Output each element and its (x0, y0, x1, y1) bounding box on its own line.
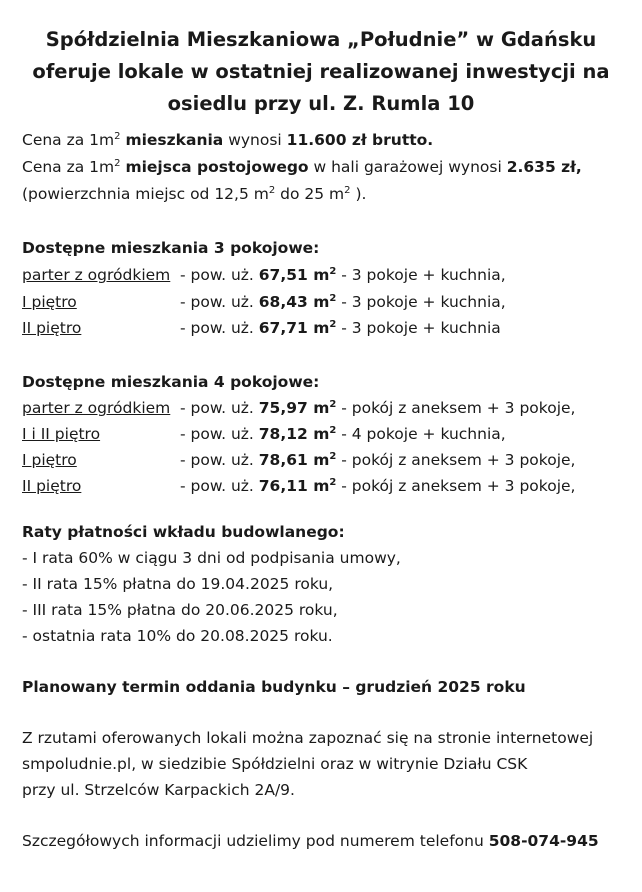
three-room-heading: Dostępne mieszkania 3 pokojowe: (22, 239, 320, 257)
four-room-heading: Dostępne mieszkania 4 pokojowe: (22, 373, 320, 391)
parking-price-value: 2.635 zł, (506, 158, 582, 176)
parking-price-line: Cena za $1m^2$ miejsca postojowego w hali garażowej wynosi 2.635 zł, (22, 158, 582, 176)
document-title (20, 24, 622, 120)
payment-item: - III rata 15% płatna do 20.06.2025 roku, (22, 601, 338, 619)
info-line-3: przy ul. Strzelców Karpackich 2A/9. (22, 781, 295, 799)
apartment-row: I piętro - pow. uż. 78,61 $m^2$ - pokój z aneksem + 3 pokoje, (22, 451, 576, 469)
payments-heading: Raty płatności wkładu budowlanego: (22, 523, 345, 541)
apartment-row: parter z ogródkiem - pow. uż. 75,97 $m^2$ - pokój z aneksem + 3 pokoje, (22, 399, 576, 417)
title-line-2: oferuje lokale w ostatniej realizowanej inwestycji na (32, 60, 610, 83)
payment-item: - ostatnia rata 10% do 20.08.2025 roku. (22, 627, 333, 645)
title-line-3: osiedlu przy ul. Z. Rumla 10 (167, 92, 475, 115)
apartment-row: II piętro - pow. uż. 76,11 $m^2$ - pokój z aneksem + 3 pokoje, (22, 477, 576, 495)
apartment-row: I piętro - pow. uż. 68,43 $m^2 - 3$ pokoje + kuchnia, (22, 293, 506, 311)
parking-area-range: (powierzchnia miejsc od 12,5 $m^2$ do 25 $m^2$ ). (22, 185, 367, 203)
contact-line: Szczegółowych informacji udzielimy pod numerem telefonu 508-074-945 (22, 832, 599, 850)
info-line-1: Z rzutami oferowanych lokali można zapoznać się na stronie internetowej (22, 729, 594, 747)
phone-number: 508-074-945 (488, 832, 599, 850)
apartment-price-line: Cena za $1m^2$ mieszkania wynosi 11.600 zł brutto. (22, 131, 434, 149)
apartment-price-value: 11.600 zł brutto. (286, 131, 434, 149)
apartment-row: I i II piętro - pow. uż. 78,12 $m^2 - 4$ pokoje + kuchnia, (22, 425, 506, 443)
apartment-row: II piętro - pow. uż. 67,71 $m^2 - 3$ pokoje + kuchnia (22, 319, 501, 337)
info-line-2: smpoludnie.pl, w siedzibie Spółdzielni oraz w witrynie Działu CSK (22, 755, 528, 773)
payment-item: - II rata 15% płatna do 19.04.2025 roku, (22, 575, 334, 593)
title-line-1: Spółdzielnia Mieszkaniowa „Południe” w Gdańsku (45, 28, 597, 51)
apartment-row: parter z ogródkiem - pow. uż. 67,51 $m^2 - 3$ pokoje + kuchnia, (22, 266, 506, 284)
completion-date: Planowany termin oddania budynku – grudzień 2025 roku (22, 678, 526, 696)
payment-item: - I rata 60% w ciągu 3 dni od podpisania umowy, (22, 549, 401, 567)
